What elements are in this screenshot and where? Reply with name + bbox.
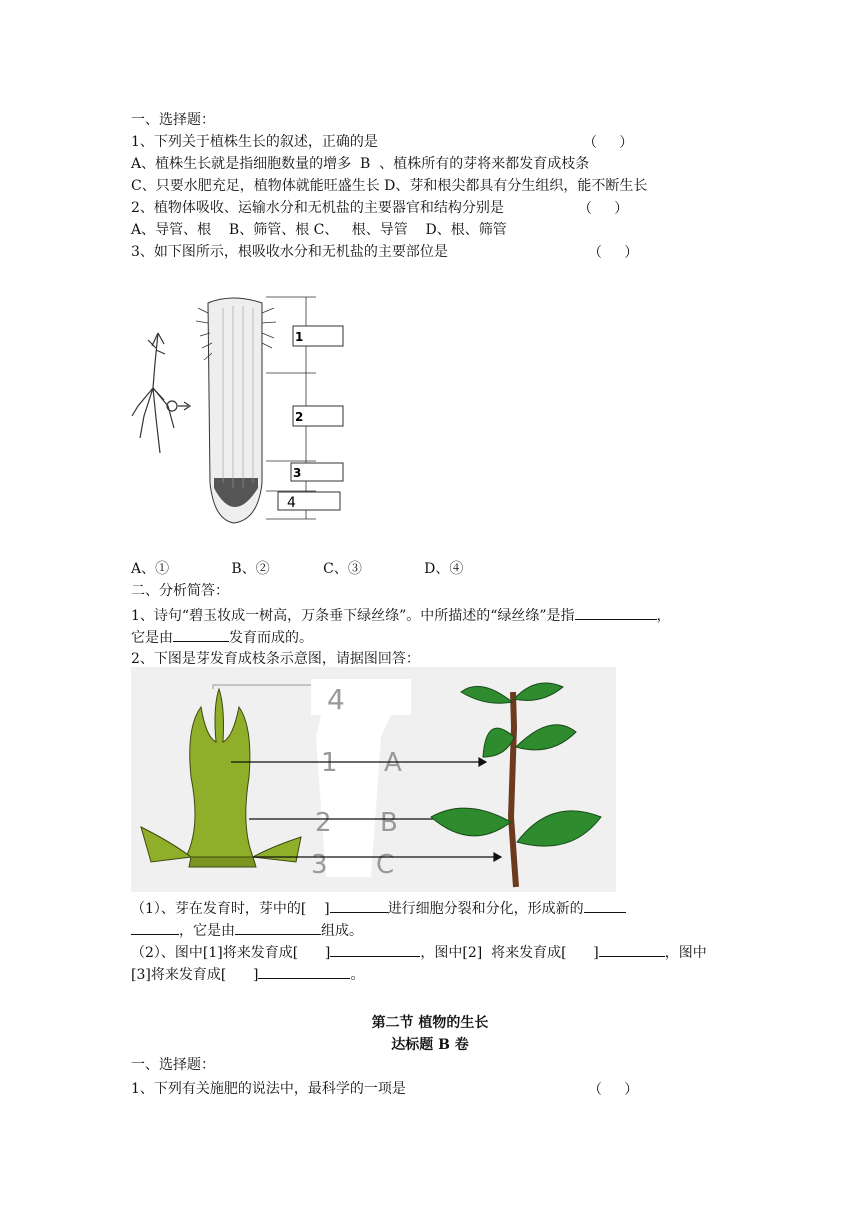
s2-sub1-line2: ，它是由 组成。 [131, 920, 363, 941]
root-tip-drawing [196, 298, 276, 523]
bud-letter-b: B [380, 808, 398, 838]
s2-q1-line1: 1、诗句“碧玉妆成一树高，万条垂下绿丝绦”。中所描述的“绿丝绦”是指 ， [131, 605, 671, 626]
bud-letter-c: C [376, 850, 395, 880]
section2-heading: 二、分析简答： [131, 583, 229, 599]
q2-answer-paren: （ ） [578, 201, 629, 217]
s2-sub1-line1: （1）、芽在发育时，芽中的[ ] 进行细胞分裂和分化，形成新的 [131, 898, 626, 919]
q1-options-ab: A、植株生长就是指细胞数量的增多 B 、植株所有的芽将来都发育成枝条 [131, 156, 590, 172]
s2-q2-intro: 2、下图是芽发育成枝条示意图，请据图回答： [131, 651, 420, 667]
section-b-heading: 一、选择题： [131, 1057, 215, 1073]
bud-development-diagram [131, 667, 616, 892]
root-tip-diagram [128, 288, 358, 536]
q3-answer-paren: （ ） [588, 245, 639, 261]
b-q1-answer-paren: （ ） [588, 1082, 639, 1098]
s2-q1-line2: 它是由 发育而成的。 [131, 627, 313, 648]
bud-part-4: 4 [327, 683, 345, 716]
b-q1-text: 1、下列有关施肥的说法中，最科学的一项是 [131, 1081, 406, 1097]
q1-options-cd: C、只要水肥充足，植物体就能旺盛生长 D、芽和根尖都具有分生组织，能不断生长 [131, 178, 648, 194]
q1-text: 1、下列关于植株生长的叙述，正确的是 [131, 134, 378, 150]
q1-answer-paren: （ ） [583, 135, 634, 151]
q3-options: A、① B、② C、③ D、④ [131, 561, 464, 577]
q2-options: A、导管、根 B、筛管、根 C、 根、导管 D、根、筛管 [131, 222, 507, 238]
section-b-subtitle: 达标题 B 卷 [391, 1037, 469, 1053]
s2-sub2-line1: （2）、图中[1]将来发育成[ ] ，图中[2] 将来发育成[ ] ，图中 [131, 942, 707, 963]
section1-heading: 一、选择题： [131, 112, 215, 128]
q2-text: 2、植物体吸收、运输水分和无机盐的主要器官和结构分别是 [131, 200, 504, 216]
seedling-icon [132, 333, 190, 453]
s2-sub2-line2: [3]将来发育成[ ] 。 [131, 964, 364, 985]
zone-1-label: 1 [295, 330, 304, 344]
section-b-title: 第二节 植物的生长 [371, 1015, 489, 1031]
zone-2-label: 2 [295, 410, 304, 424]
zone-4-label: 4 [287, 495, 296, 511]
bud-letter-a: A [384, 748, 402, 778]
bud-part-2: 2 [315, 808, 332, 838]
bud-part-1: 1 [321, 748, 338, 778]
zone-3-label: 3 [293, 466, 302, 480]
bud-part-3: 3 [311, 850, 328, 880]
q3-text: 3、如下图所示，根吸收水分和无机盐的主要部位是 [131, 244, 448, 260]
